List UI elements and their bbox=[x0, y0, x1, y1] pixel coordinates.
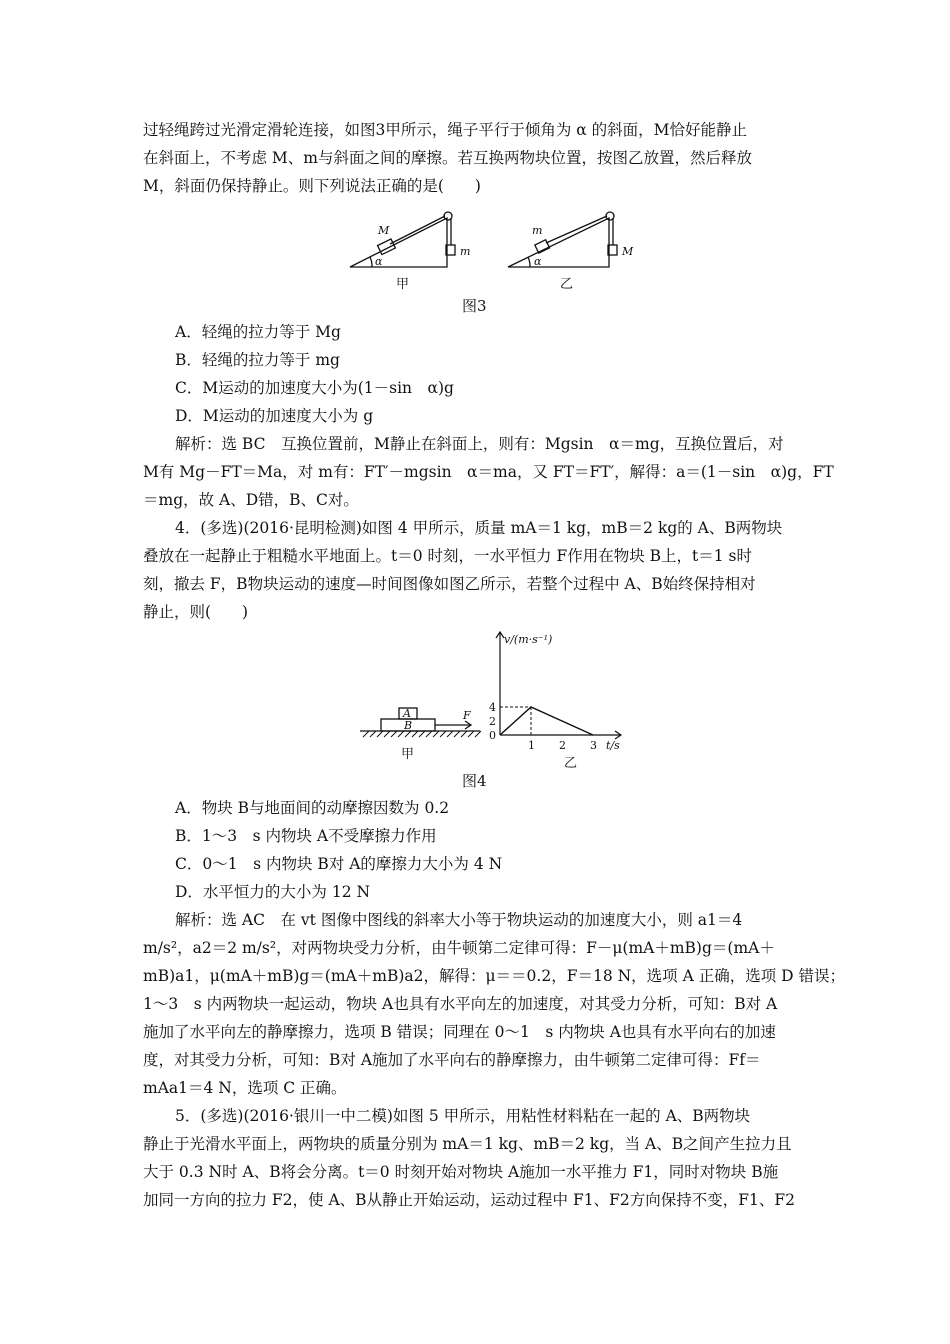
question-4-stem: 叠放在一起静止于粗糙水平地面上。t＝0 时刻，一水平恒力 F作用在物块 B上，t＝1 s时 bbox=[143, 547, 752, 565]
question-4-stem: 刻，撤去 F，B物块运动的速度—时间图像如图乙所示，若整个过程中 A、B始终保持相对 bbox=[143, 575, 756, 593]
option-d: D．M运动的加速度大小为 g bbox=[175, 407, 374, 425]
block-a-label: A bbox=[403, 707, 411, 720]
analysis-line: m/s²，a2＝2 m/s²，对两物块受力分析，由牛顿第二定律可得：F－μ(mA＋mB)g＝(mA＋ bbox=[143, 939, 775, 957]
analysis-line: 1～3 s 内两物块一起运动，物块 A也具有水平向左的加速度，对其受力分析，可知：B对 A bbox=[143, 995, 778, 1013]
option-a: A．物块 B与地面间的动摩擦因数为 0.2 bbox=[175, 799, 450, 817]
analysis-line: mAa1＝4 N，选项 C 正确。 bbox=[143, 1079, 347, 1097]
x-axis-label: t/s bbox=[606, 739, 620, 752]
question-5-stem: 静止于光滑水平面上，两物块的质量分别为 mA＝1 kg、mB＝2 kg，当 A、B之间产生拉力且 bbox=[143, 1135, 792, 1153]
option-b: B．1～3 s 内物块 A不受摩擦力作用 bbox=[175, 827, 437, 845]
analysis-line: 解析：选 AC 在 vt 图像中图线的斜率大小等于物块运动的加速度大小，则 a1＝4 bbox=[175, 911, 743, 929]
analysis-line: mB)a1，μ(mA＋mB)g＝(mA＋mB)a2，解得：μ＝＝0.2，F＝18 N，选项 A 正确，选项 D 错误； bbox=[143, 967, 846, 985]
figure-label: 乙 bbox=[560, 277, 574, 292]
figure-label: 甲 bbox=[401, 747, 415, 762]
option-b: B．轻绳的拉力等于 mg bbox=[175, 351, 340, 369]
analysis-line: 解析：选 BC 互换位置前，M静止在斜面上，则有：Mgsin α＝mg，互换位置后，对 bbox=[175, 435, 784, 453]
x-tick-label: 2 bbox=[559, 739, 566, 752]
block-label: M bbox=[622, 245, 634, 258]
option-c: C．0～1 s 内物块 B对 A的摩擦力大小为 4 N bbox=[175, 855, 503, 873]
option-c: C．M运动的加速度大小为(1－sin α)g bbox=[175, 379, 454, 397]
question-4-stem: 4．(多选)(2016·昆明检测)如图 4 甲所示，质量 mA＝1 kg，mB＝2 kg的 A、B两物块 bbox=[175, 519, 783, 537]
angle-label: α bbox=[534, 255, 542, 268]
analysis-line: ＝mg，故 A、D错，B、C对。 bbox=[143, 491, 359, 509]
x-tick-label: 1 bbox=[528, 739, 535, 752]
figure-3-left-incline bbox=[350, 212, 455, 267]
question-5-stem: 大于 0.3 N时 A、B将会分离。t＝0 时刻开始对物块 A施加一水平推力 F1，同时对物块 B施 bbox=[143, 1163, 779, 1181]
y-tick-label: 2 bbox=[489, 715, 496, 728]
x-tick-label: 3 bbox=[590, 739, 597, 752]
figure-3-diagram bbox=[0, 200, 950, 300]
question-5-stem: 5．(多选)(2016·银川一中二模)如图 5 甲所示，用粘性材料粘在一起的 A、B两物块 bbox=[175, 1107, 751, 1125]
block-label: m bbox=[460, 245, 471, 258]
option-a: A．轻绳的拉力等于 Mg bbox=[175, 323, 341, 341]
block-b-label: B bbox=[404, 719, 413, 732]
text-line: 过轻绳跨过光滑定滑轮连接，如图3甲所示，绳子平行于倾角为 α 的斜面，M恰好能静止 bbox=[143, 121, 748, 139]
origin-label: 0 bbox=[489, 729, 496, 742]
velocity-series-line bbox=[500, 707, 593, 735]
figure-4-vt-graph bbox=[480, 625, 650, 775]
text-line: M，斜面仍保持静止。则下列说法正确的是( ) bbox=[143, 177, 481, 195]
block-label: M bbox=[378, 224, 390, 237]
option-d: D．水平恒力的大小为 12 N bbox=[175, 883, 371, 901]
figure-4-blocks-diagram bbox=[355, 690, 485, 770]
analysis-line: 施加了水平向左的静摩擦力，选项 B 错误；同理在 0～1 s 内物块 A也具有水平向右的加速 bbox=[143, 1023, 776, 1041]
figure-label: 甲 bbox=[396, 277, 410, 292]
analysis-line: M有 Mg－FT＝Ma，对 m有：FT′－mgsin α＝ma，又 FT＝FT′，解得：a＝(1－sin α)g，FT bbox=[143, 463, 834, 481]
figure-label: 乙 bbox=[564, 756, 578, 771]
figure-3-caption: 图3 bbox=[462, 297, 487, 315]
y-tick-label: 4 bbox=[489, 701, 496, 714]
text-line: 在斜面上，不考虑 M、m与斜面之间的摩擦。若互换两物块位置，按图乙放置，然后释放 bbox=[143, 149, 752, 167]
force-label: F bbox=[463, 709, 471, 722]
figure-4-caption: 图4 bbox=[462, 772, 487, 790]
angle-label: α bbox=[375, 255, 383, 268]
analysis-line: 度，对其受力分析，可知：B对 A施加了水平向右的静摩擦力，由牛顿第二定律可得：Ff＝ bbox=[143, 1051, 761, 1069]
block-label: m bbox=[532, 224, 543, 237]
figure-3-right-incline bbox=[508, 212, 617, 267]
y-axis-label: v/(m·s⁻¹) bbox=[504, 633, 553, 646]
question-5-stem: 加同一方向的拉力 F2，使 A、B从静止开始运动，运动过程中 F1、F2方向保持不变，F1、F2 bbox=[143, 1191, 795, 1209]
question-4-stem: 静止，则( ) bbox=[143, 603, 249, 621]
